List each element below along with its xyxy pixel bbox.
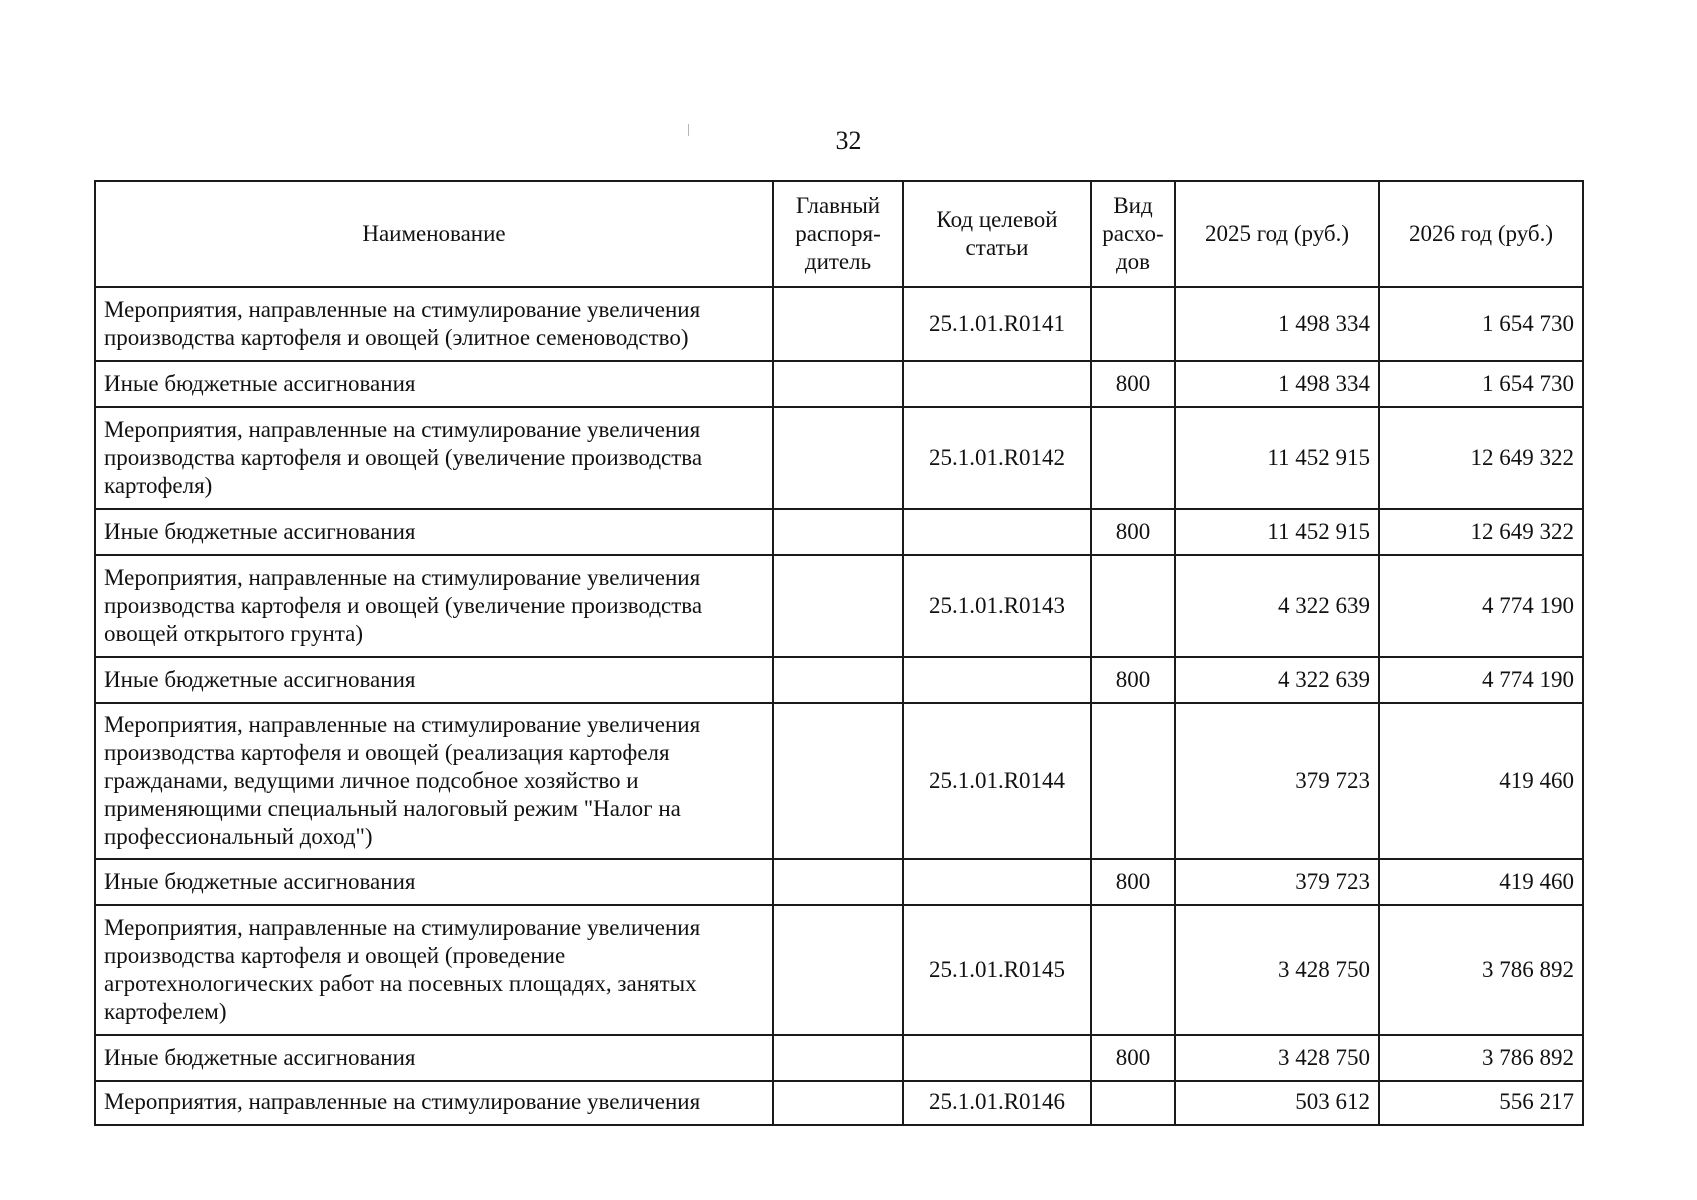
cell-target-code: 25.1.01.R0141 <box>903 287 1091 361</box>
table-row <box>95 287 1583 361</box>
cell-name: Иные бюджетные ассигнования <box>95 509 773 555</box>
cell-main-manager <box>773 1035 903 1081</box>
cell-main-manager <box>773 555 903 657</box>
table-header-row <box>95 181 1583 287</box>
cell-target-code: 25.1.01.R0144 <box>903 703 1091 859</box>
cell-target-code: 25.1.01.R0142 <box>903 407 1091 509</box>
cell-expense-kind <box>1091 407 1175 509</box>
cell-year-2026: 4 774 190 <box>1379 657 1583 703</box>
header-year-2025: 2025 год (руб.) <box>1175 181 1379 287</box>
cell-main-manager <box>773 905 903 1035</box>
cell-year-2026: 419 460 <box>1379 859 1583 905</box>
cell-year-2025: 1 498 334 <box>1175 361 1379 407</box>
table-row <box>95 361 1583 407</box>
cell-year-2025: 11 452 915 <box>1175 509 1379 555</box>
header-target-code: Код целевой статьи <box>903 181 1091 287</box>
cell-expense-kind: 800 <box>1091 859 1175 905</box>
table-row <box>95 555 1583 657</box>
cell-year-2026: 3 786 892 <box>1379 1035 1583 1081</box>
cell-main-manager <box>773 361 903 407</box>
cell-year-2025: 379 723 <box>1175 859 1379 905</box>
cell-expense-kind: 800 <box>1091 509 1175 555</box>
table-row <box>95 859 1583 905</box>
cell-target-code <box>903 657 1091 703</box>
cell-main-manager <box>773 509 903 555</box>
cell-year-2026: 3 786 892 <box>1379 905 1583 1035</box>
cell-year-2026: 1 654 730 <box>1379 361 1583 407</box>
cell-main-manager <box>773 859 903 905</box>
cell-year-2026: 12 649 322 <box>1379 509 1583 555</box>
cell-name: Иные бюджетные ассигнования <box>95 859 773 905</box>
cell-expense-kind: 800 <box>1091 657 1175 703</box>
cell-year-2025: 4 322 639 <box>1175 657 1379 703</box>
cell-year-2025: 4 322 639 <box>1175 555 1379 657</box>
header-main-manager: Главный распоря-дитель <box>773 181 903 287</box>
cell-year-2025: 379 723 <box>1175 703 1379 859</box>
cell-name: Мероприятия, направленные на стимулирование увеличения производства картофеля и овощей (проведение агротехнологических работ на посевных площадях, занятых картофелем) <box>95 905 773 1035</box>
budget-table <box>94 180 1584 1126</box>
cell-target-code <box>903 361 1091 407</box>
table-row <box>95 1035 1583 1081</box>
cell-expense-kind <box>1091 555 1175 657</box>
cell-year-2026: 419 460 <box>1379 703 1583 859</box>
cell-year-2025: 11 452 915 <box>1175 407 1379 509</box>
cell-main-manager <box>773 407 903 509</box>
scan-artifact <box>688 124 689 136</box>
cell-name: Мероприятия, направленные на стимулирование увеличения производства картофеля и овощей (увеличение производства овощей открытого грунта) <box>95 555 773 657</box>
cell-expense-kind <box>1091 905 1175 1035</box>
table-row <box>95 407 1583 509</box>
cell-main-manager <box>773 287 903 361</box>
cell-year-2026: 12 649 322 <box>1379 407 1583 509</box>
cell-target-code: 25.1.01.R0145 <box>903 905 1091 1035</box>
cell-target-code <box>903 509 1091 555</box>
cell-name: Мероприятия, направленные на стимулирование увеличения <box>95 1081 773 1125</box>
cell-main-manager <box>773 703 903 859</box>
header-name: Наименование <box>95 181 773 287</box>
cell-expense-kind <box>1091 703 1175 859</box>
cell-year-2025: 1 498 334 <box>1175 287 1379 361</box>
cell-expense-kind: 800 <box>1091 361 1175 407</box>
cell-name: Иные бюджетные ассигнования <box>95 1035 773 1081</box>
header-year-2026: 2026 год (руб.) <box>1379 181 1583 287</box>
cell-main-manager <box>773 657 903 703</box>
cell-target-code <box>903 1035 1091 1081</box>
table-row <box>95 509 1583 555</box>
cell-name: Иные бюджетные ассигнования <box>95 657 773 703</box>
cell-year-2025: 503 612 <box>1175 1081 1379 1125</box>
header-expense-kind: Вид расхо-дов <box>1091 181 1175 287</box>
table-row <box>95 703 1583 859</box>
cell-target-code <box>903 859 1091 905</box>
cell-year-2026: 1 654 730 <box>1379 287 1583 361</box>
cell-expense-kind <box>1091 287 1175 361</box>
cell-name: Мероприятия, направленные на стимулирование увеличения производства картофеля и овощей (элитное семеноводство) <box>95 287 773 361</box>
cell-year-2025: 3 428 750 <box>1175 1035 1379 1081</box>
table-row <box>95 657 1583 703</box>
cell-main-manager <box>773 1081 903 1125</box>
cell-expense-kind: 800 <box>1091 1035 1175 1081</box>
table-row <box>95 905 1583 1035</box>
cell-year-2025: 3 428 750 <box>1175 905 1379 1035</box>
cell-year-2026: 4 774 190 <box>1379 555 1583 657</box>
cell-expense-kind <box>1091 1081 1175 1125</box>
cell-name: Мероприятия, направленные на стимулирование увеличения производства картофеля и овощей (реализация картофеля гражданами, ведущими личное подсобное хозяйство и применяющими специальный налоговый режим "Налог на профессиональный доход") <box>95 703 773 859</box>
page-number: 32 <box>835 126 862 155</box>
cell-year-2026: 556 217 <box>1379 1081 1583 1125</box>
cell-target-code: 25.1.01.R0143 <box>903 555 1091 657</box>
cell-target-code: 25.1.01.R0146 <box>903 1081 1091 1125</box>
table-row <box>95 1081 1583 1125</box>
cell-name: Иные бюджетные ассигнования <box>95 361 773 407</box>
cell-name: Мероприятия, направленные на стимулирование увеличения производства картофеля и овощей (увеличение производства картофеля) <box>95 407 773 509</box>
